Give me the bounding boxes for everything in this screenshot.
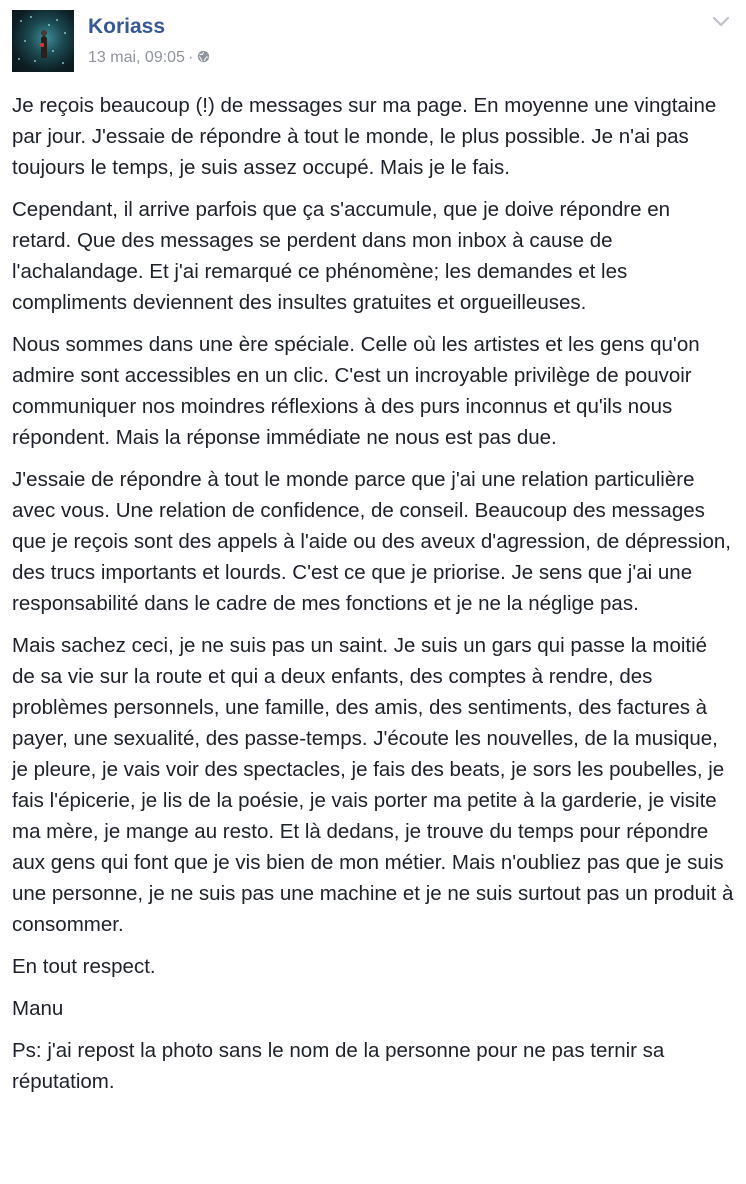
post-paragraph: Ps: j'ai repost la photo sans le nom de la personne pour ne pas ternir sa réputatiom. <box>12 1039 665 1093</box>
post-paragraph: J'essaie de répondre à tout le monde parce que j'ai une relation particulière avec vous. Une relation de confidence, de conseil. Beaucoup des messages que je reçois sont des appels à l'aide ou des aveux d'agression, de dépression, des trucs importants et lourds. C'est ce que je priorise. Je sens que j'ai une responsabilité dans le cadre de mes fonctions et je ne la néglige pas. <box>12 468 731 615</box>
post-paragraph: Nous sommes dans une ère spéciale. Celle où les artistes et les gens qu'on admire sont accessibles en un clic. C'est un incroyable privilège de pouvoir communiquer nos moindres réflexions à des purs inconnus et qu'ils nous répondent. Mais la réponse immédiate ne nous est pas due. <box>12 333 700 449</box>
post-body <box>12 90 734 1108</box>
post-timestamp[interactable]: 13 mai, 09:05 <box>88 49 185 66</box>
meta-separator: · <box>187 49 194 66</box>
post-paragraph: Je reçois beaucoup (!) de messages sur ma page. En moyenne une vingtaine par jour. J'essaie de répondre à tout le monde, le plus possible. Je n'ai pas toujours le temps, je suis assez occupé. Mais je le fais. <box>12 94 717 179</box>
avatar[interactable] <box>12 10 74 72</box>
author-name[interactable]: Koriass <box>88 15 166 38</box>
post-paragraph: En tout respect. <box>12 955 156 978</box>
post-paragraph: Cependant, il arrive parfois que ça s'accumule, que je doive répondre en retard. Que des messages se perdent dans mon inbox à cause de l'achalandage. Et j'ai remarqué ce phénomène; les demandes et les compliments deviennent des insultes gratuites et orgueilleuses. <box>12 198 671 314</box>
post-header <box>12 10 734 74</box>
post-paragraph: Manu <box>12 997 64 1020</box>
globe-icon[interactable] <box>197 50 210 63</box>
chevron-down-icon[interactable] <box>712 16 730 28</box>
post-paragraph: Mais sachez ceci, je ne suis pas un saint. Je suis un gars qui passe la moitié de sa vie sur la route et qui a deux enfants, des comptes à rendre, des problèmes personnels, une famille, des amis, des sentiments, des factures à payer, une sexualité, des passe-temps. J'écoute les nouvelles, de la musique, je pleure, je vais voir des spectacles, je fais des beats, je sors les poubelles, je fais l'épicerie, je lis de la poésie, je vais porter ma petite à la garderie, je visite ma mère, je mange au resto. Et là dedans, je trouve du temps pour répondre aux gens qui font que je vis bien de mon métier. Mais n'oubliez pas que je suis une personne, je ne suis pas une machine et je ne suis surtout pas un produit à consommer. <box>12 634 734 936</box>
post-meta <box>88 48 210 68</box>
